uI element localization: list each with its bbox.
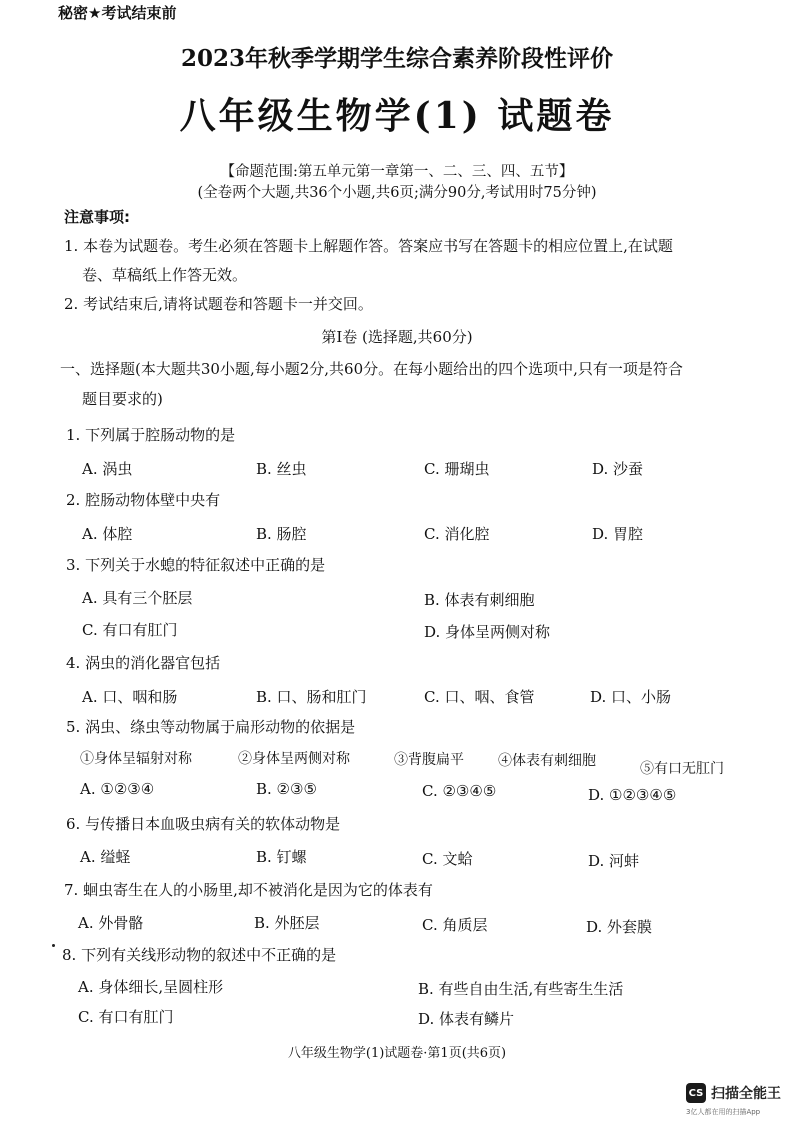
question-option: C. ②③④⑤ — [422, 782, 497, 800]
question-condition: ④体表有刺细胞 — [498, 753, 596, 769]
paper-title: 八年级生物学(1) 试题卷 — [179, 95, 615, 137]
question-option: C. 消化腔 — [424, 525, 490, 543]
part-instructions: 一、选择题(本大题共30小题,每小题2分,共60分。在每小题给出的四个选项中,只有一项是符合 — [60, 360, 683, 378]
question-option: B. 体表有刺细胞 — [424, 591, 535, 609]
question-option: C. 有口有肛门 — [78, 1008, 174, 1026]
exam-scope: 【命题范围:第五单元第一章第一、二、三、四、五节】 — [220, 164, 574, 180]
question-option: B. ②③⑤ — [256, 780, 317, 798]
camscanner-logo-icon: CS — [686, 1083, 706, 1103]
section-title: 第Ⅰ卷 (选择题,共60分) — [321, 328, 473, 346]
question-stem: 1. 下列属于腔肠动物的是 — [66, 426, 236, 444]
note-item-2: 2. 考试结束后,请将试题卷和答题卡一并交回。 — [64, 295, 373, 313]
question-option: A. ①②③④ — [80, 780, 155, 798]
question-option: D. 口、小肠 — [590, 688, 672, 706]
part-instructions-cont: 题目要求的) — [82, 390, 163, 408]
scanner-watermark — [686, 1083, 781, 1103]
question-option: B. 丝虫 — [256, 460, 307, 478]
scan-speck — [52, 944, 55, 947]
question-condition: ⑤有口无肛门 — [640, 761, 724, 777]
confidential-label: 秘密★考试结束前 — [58, 4, 177, 22]
question-option: D. 身体呈两侧对称 — [424, 623, 551, 641]
question-condition: ②身体呈两侧对称 — [238, 751, 350, 767]
question-option: A. 具有三个胚层 — [82, 589, 193, 607]
note-item-1: 1. 本卷为试题卷。考生必须在答题卡上解题作答。答案应书写在答题卡的相应位置上,在试题 — [64, 237, 673, 255]
question-option: D. 体表有鳞片 — [418, 1010, 515, 1028]
question-option: C. 有口有肛门 — [82, 621, 178, 639]
question-stem: 8. 下列有关线形动物的叙述中不正确的是 — [62, 946, 337, 964]
question-stem: 3. 下列关于水螅的特征叙述中正确的是 — [66, 556, 326, 574]
question-option: B. 有些自由生活,有些寄生生活 — [418, 980, 624, 998]
scanner-tagline: 3亿人都在用的扫描App — [686, 1108, 761, 1116]
exam-title: 2023年秋季学期学生综合素养阶段性评价 — [180, 45, 613, 72]
question-option: D. 沙蚕 — [592, 460, 644, 478]
question-option: A. 口、咽和肠 — [82, 688, 178, 706]
question-option: C. 角质层 — [422, 916, 488, 934]
page-footer: 八年级生物学(1)试题卷·第1页(共6页) — [287, 1046, 507, 1061]
question-option: B. 钉螺 — [256, 848, 307, 866]
question-condition: ③背腹扁平 — [394, 752, 464, 768]
question-option: A. 外骨骼 — [78, 914, 144, 932]
question-stem: 2. 腔肠动物体壁中央有 — [66, 491, 221, 509]
question-option: A. 缢蛏 — [80, 848, 131, 866]
question-option: A. 体腔 — [82, 525, 133, 543]
note-item-1-cont: 卷、草稿纸上作答无效。 — [82, 266, 248, 284]
question-option: A. 涡虫 — [82, 460, 133, 478]
question-option: D. ①②③④⑤ — [588, 786, 677, 804]
question-stem: 4. 涡虫的消化器官包括 — [66, 654, 221, 672]
question-option: B. 外胚层 — [254, 914, 320, 932]
question-option: C. 文蛤 — [422, 850, 473, 868]
question-option: B. 口、肠和肛门 — [256, 688, 367, 706]
exam-info: (全卷两个大题,共36个小题,共6页;满分90分,考试用时75分钟) — [197, 185, 597, 201]
notes-heading: 注意事项: — [64, 208, 130, 226]
question-stem: 6. 与传播日本血吸虫病有关的软体动物是 — [66, 815, 341, 833]
question-option: D. 胃腔 — [592, 525, 644, 543]
question-option: D. 外套膜 — [586, 918, 653, 936]
question-stem: 7. 蛔虫寄生在人的小肠里,却不被消化是因为它的体表有 — [64, 881, 433, 899]
scanner-app-name: 扫描全能王 — [711, 1086, 781, 1102]
question-option: C. 珊瑚虫 — [424, 460, 490, 478]
question-option: B. 肠腔 — [256, 525, 307, 543]
question-option: D. 河蚌 — [588, 852, 640, 870]
question-option: C. 口、咽、食管 — [424, 688, 535, 706]
question-option: A. 身体细长,呈圆柱形 — [78, 978, 224, 996]
question-stem: 5. 涡虫、绦虫等动物属于扁形动物的依据是 — [66, 718, 356, 736]
question-condition: ①身体呈辐射对称 — [80, 751, 192, 767]
